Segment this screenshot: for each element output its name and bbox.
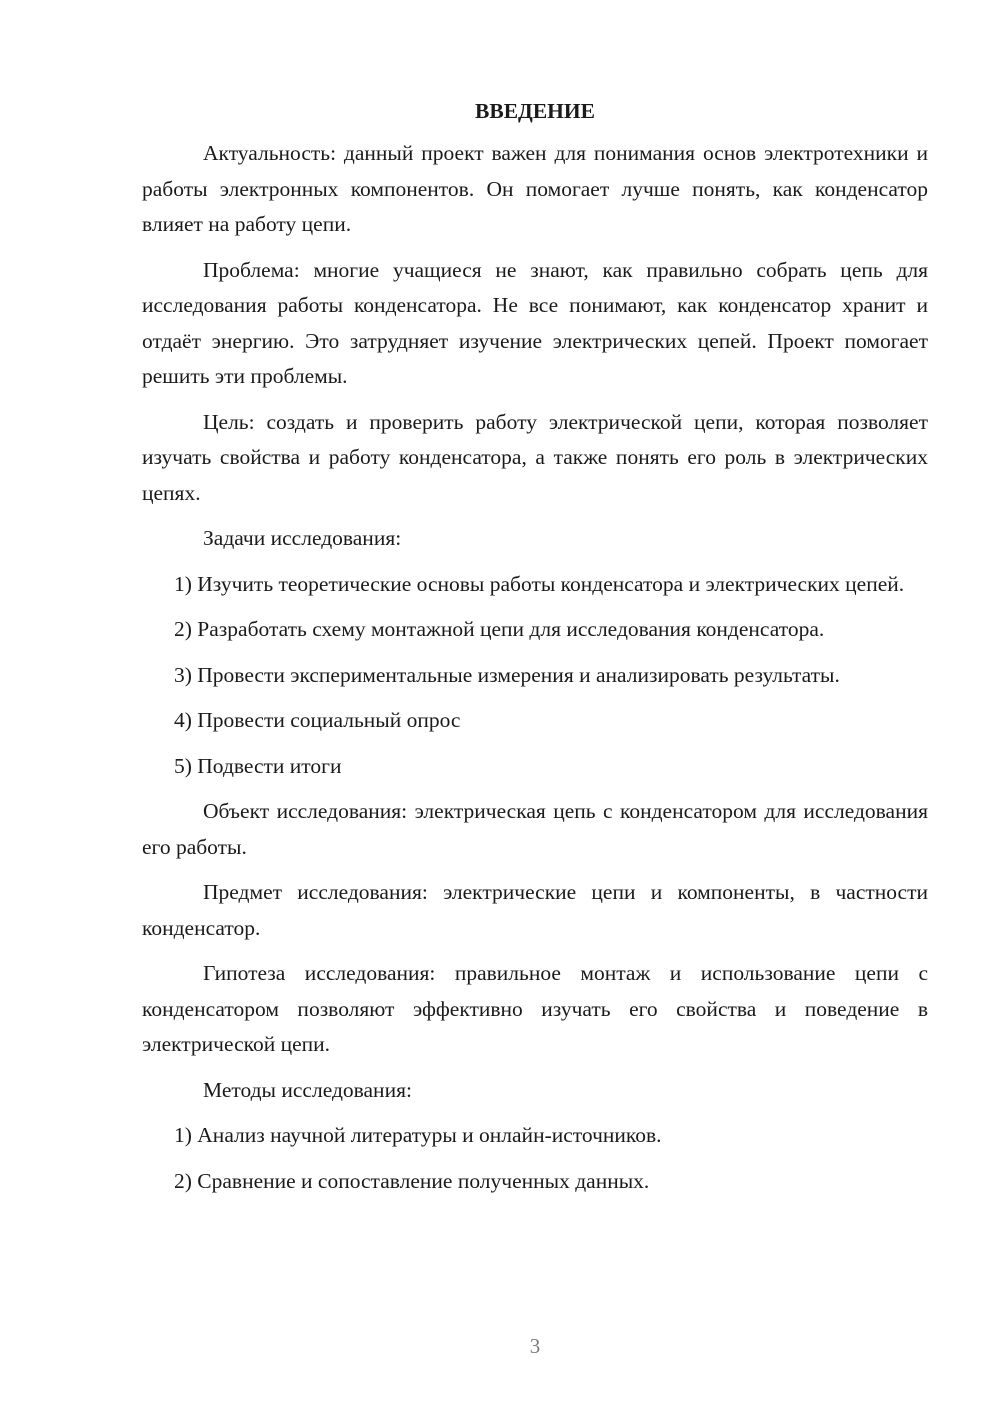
relevance-paragraph: Актуальность: данный проект важен для понимания основ электротехники и работы электронных компонентов. Он помогает лучше понять, как конденсатор влияет на работу цепи. [142, 141, 928, 236]
task-item-2: 2) Разработать схему монтажной цепи для исследования конденсатора. [174, 617, 825, 641]
goal-paragraph: Цель: создать и проверить работу электрической цепи, которая позволяет изучать свойства и работу конденсатора, а также понять его роль в электрических цепях. [142, 409, 928, 505]
method-item-2: 2) Сравнение и сопоставление полученных данных. [174, 1168, 650, 1193]
object-paragraph: Объект исследования: электрическая цепь с конденсатором для исследования его работы. [142, 799, 928, 859]
problem-paragraph: Проблема: многие учащиеся не знают, как правильно собрать цепь для исследования работы конденсатора. Не все понимают, как конденсатор хранит и отдаёт энергию. Это затрудняет изучение электрических цепей. Проект помогает решить эти проблемы. [142, 257, 928, 388]
task-item-4: 4) Провести социальный опрос [174, 708, 461, 732]
methods-heading: Методы исследования: [203, 1077, 412, 1102]
page-number: 3 [529, 1334, 541, 1358]
task-item-1: 1) Изучить теоретические основы работы конденсатора и электрических цепей. [174, 571, 905, 596]
hypothesis-paragraph: Гипотеза исследования: правильное монтаж и использование цепи с конденсатором позволяют эффективно изучать его свойства и поведение в электрической цепи. [142, 961, 928, 1056]
method-item-1: 1) Анализ научной литературы и онлайн-источников. [174, 1123, 662, 1147]
subject-paragraph: Предмет исследования: электрические цепи и компоненты, в частности конденсатор. [142, 880, 928, 940]
task-item-5: 5) Подвести итоги [174, 753, 342, 778]
section-title: ВВЕДЕНИЕ [475, 99, 595, 123]
task-item-3: 3) Провести экспериментальные измерения и анализировать результаты. [174, 662, 840, 687]
tasks-heading: Задачи исследования: [203, 526, 402, 550]
document-page [142, 96, 928, 1209]
